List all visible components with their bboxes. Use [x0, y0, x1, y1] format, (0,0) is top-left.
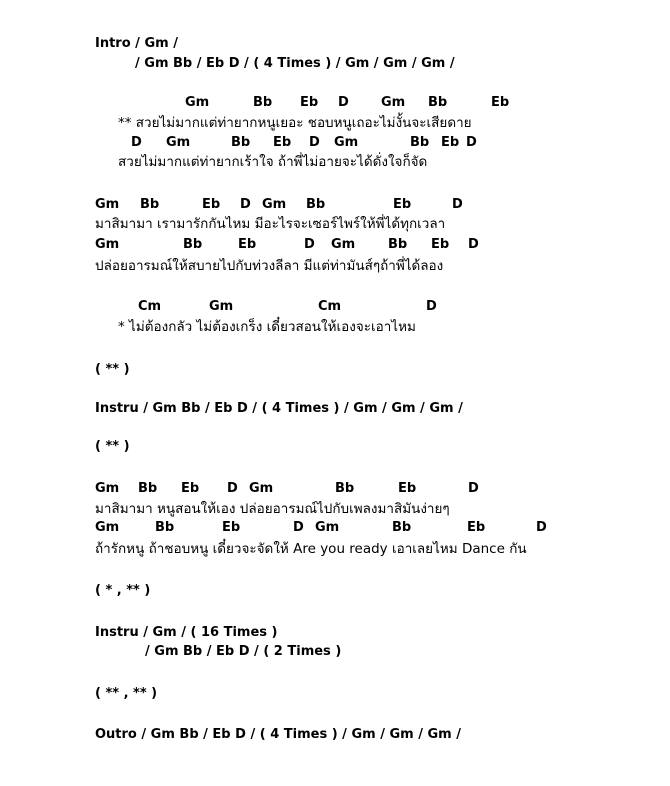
chord-label: D — [468, 237, 479, 252]
chord-label: Eb — [238, 237, 257, 252]
instru-line: Instru / Gm / ( 16 Times ) — [95, 625, 278, 640]
chord-label: Eb — [467, 520, 486, 535]
chord-label: D — [468, 481, 479, 496]
chord-label: Eb — [431, 237, 450, 252]
chord-label: Eb — [273, 135, 292, 150]
chord-label: Eb — [202, 197, 221, 212]
chord-label: Bb — [138, 481, 158, 496]
chord-label: Eb — [491, 95, 510, 110]
chord-label: D — [293, 520, 304, 535]
lyric-line: * ไม่ต้องกลัว ไม่ต้องเกร็ง เดี๋ยวสอนให้เองจะเอาไหม — [118, 319, 416, 335]
chord-label: Gm — [95, 237, 120, 252]
chord-label: Gm — [209, 299, 234, 314]
chord-label: Eb — [398, 481, 417, 496]
chord-label: Eb — [441, 135, 460, 150]
chord-label: Bb — [428, 95, 448, 110]
chord-label: Cm — [138, 299, 162, 314]
chord-label: Gm — [334, 135, 359, 150]
repeat-marker: ( ** , ** ) — [95, 686, 158, 701]
chord-label: D — [452, 197, 463, 212]
chord-label: Gm — [166, 135, 191, 150]
chord-label: D — [536, 520, 547, 535]
chord-label: Bb — [140, 197, 160, 212]
chord-label: Bb — [253, 95, 273, 110]
chord-label: D — [426, 299, 437, 314]
chord-label: Gm — [95, 520, 120, 535]
chord-label: D — [240, 197, 251, 212]
chord-label: Bb — [388, 237, 408, 252]
instru-line: Instru / Gm Bb / Eb D / ( 4 Times ) / Gm / Gm / Gm / — [95, 401, 463, 416]
chord-label: Gm — [331, 237, 356, 252]
chord-label: D — [131, 135, 142, 150]
repeat-marker: ( ** ) — [95, 439, 130, 454]
chord-label: Gm — [262, 197, 287, 212]
chord-label: Bb — [392, 520, 412, 535]
intro-progression: / Gm Bb / Eb D / ( 4 Times ) / Gm / Gm / Gm / — [135, 56, 455, 71]
chord-label: D — [309, 135, 320, 150]
repeat-marker: ( * , ** ) — [95, 583, 151, 598]
lyric-line: ถ้ารักหนู ถ้าชอบหนู เดี๋ยวจะจัดให้ Are you ready เอาเลยไหม Dance กัน — [95, 541, 527, 557]
chord-label: Eb — [181, 481, 200, 496]
chord-label: Bb — [155, 520, 175, 535]
chord-label: D — [338, 95, 349, 110]
chord-label: D — [227, 481, 238, 496]
chord-label: D — [304, 237, 315, 252]
instru-progression: / Gm Bb / Eb D / ( 2 Times ) — [145, 644, 342, 659]
chord-label: Gm — [95, 481, 120, 496]
chord-label: D — [466, 135, 477, 150]
chord-label: Bb — [410, 135, 430, 150]
chord-label: Eb — [300, 95, 319, 110]
chord-label: Bb — [306, 197, 326, 212]
chord-label: Bb — [183, 237, 203, 252]
lyric-line: สวยไม่มากแต่ท่ายากเร้าใจ ถ้าพี่ไม่อายจะได้ดั่งใจก็จัด — [118, 154, 428, 170]
chord-label: Bb — [231, 135, 251, 150]
intro-line: Intro / Gm / — [95, 36, 178, 51]
chord-label: Gm — [249, 481, 274, 496]
chord-label: Cm — [318, 299, 342, 314]
chord-label: Eb — [393, 197, 412, 212]
chord-label: Gm — [315, 520, 340, 535]
chord-label: Eb — [222, 520, 241, 535]
chord-label: Bb — [335, 481, 355, 496]
lyric-line: มาสิมามา หนูสอนให้เอง ปล่อยอารมณ์ไปกับเพลงมาสิมันง่ายๆ — [95, 501, 450, 517]
chord-label: Gm — [185, 95, 210, 110]
lyric-line: มาสิมามา เรามารักกันไหม มีอะไรจะเซอร์ไพร์ให้พี่ได้ทุกเวลา — [95, 216, 446, 232]
chord-label: Gm — [381, 95, 406, 110]
outro-line: Outro / Gm Bb / Eb D / ( 4 Times ) / Gm / Gm / Gm / — [95, 727, 461, 742]
chord-label: Gm — [95, 197, 120, 212]
repeat-marker: ( ** ) — [95, 362, 130, 377]
lyric-line: ปล่อยอารมณ์ให้สบายไปกับท่วงลีลา มีแต่ท่ามันส์ๆถ้าพี่ได้ลอง — [95, 258, 444, 274]
lyric-line: ** สวยไม่มากแต่ท่ายากหนูเยอะ ชอบหนูเถอะไม่งั้นจะเสียดาย — [118, 115, 472, 131]
